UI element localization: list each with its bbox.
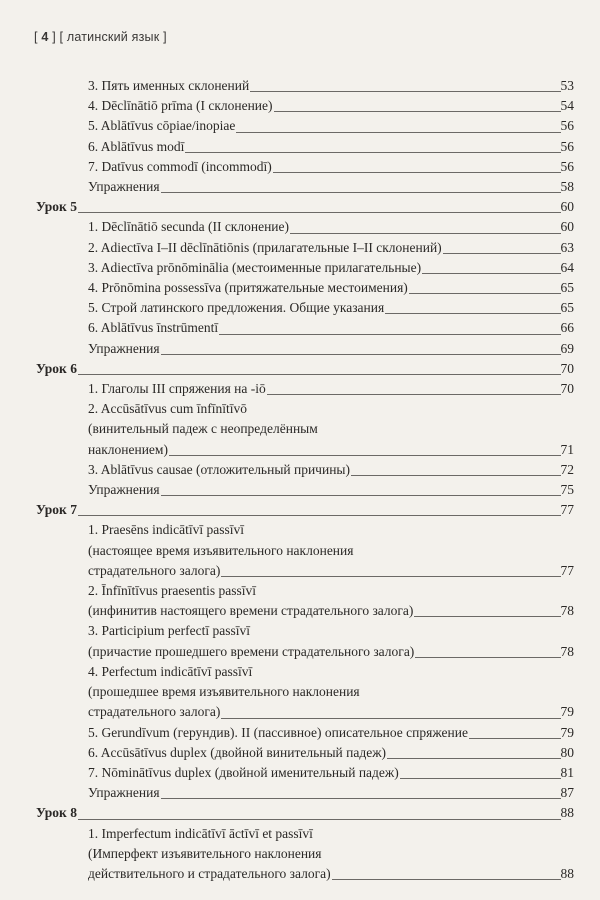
toc-entry	[36, 379, 574, 399]
dot-leader	[387, 758, 560, 759]
toc-page-number: 87	[560, 785, 574, 801]
toc-entry	[36, 96, 574, 116]
dot-leader	[78, 819, 561, 820]
toc-entry-multiline	[36, 399, 574, 460]
toc-page-number: 77	[560, 502, 574, 518]
toc-page-number: 65	[560, 280, 574, 296]
toc-entry	[36, 217, 574, 237]
toc-entry-final-line	[36, 864, 574, 884]
toc-entry-label: 6. Ablātīvus īnstrūmentī	[88, 320, 219, 336]
toc-entry-line: 3. Participium perfectī passīvī	[88, 623, 250, 639]
toc-page-number: 70	[560, 381, 574, 397]
toc-entry-label: Урок 8	[36, 805, 77, 821]
toc-entry-label: Урок 7	[36, 502, 77, 518]
toc-entry-multiline	[36, 621, 574, 661]
toc-entry-label: Урок 5	[36, 199, 77, 215]
dot-leader	[221, 576, 560, 577]
toc-entry	[36, 723, 574, 743]
toc-entry-label: Упражнения	[88, 340, 160, 356]
toc-entry	[36, 339, 574, 359]
toc-entry-line: 1. Imperfectum indicātīvī āctīvī et passīvī	[88, 825, 313, 841]
toc-entry-label: (инфинитив настоящего времени страдательного залога)	[88, 603, 414, 619]
toc-entry-line: (прошедшее время изъявительного наклонения	[88, 684, 360, 700]
dot-leader	[385, 313, 560, 314]
page-number: 4	[41, 30, 49, 44]
toc-entry-line: 2. Accūsātīvus cum īnfīnītīvō	[88, 401, 247, 417]
toc-entry-label: Упражнения	[88, 785, 160, 801]
dot-leader	[161, 192, 561, 193]
dot-leader	[161, 495, 561, 496]
toc-page-number: 81	[560, 764, 574, 780]
toc-entry-label: 1. Dēclīnātiō secunda (II склонение)	[88, 219, 290, 235]
toc-entry-label: страдательного залога)	[88, 562, 221, 578]
toc-page-number: 56	[560, 158, 574, 174]
running-header: [ 4 ] [ латинский язык ]	[34, 30, 167, 44]
toc-page-number: 56	[560, 118, 574, 134]
toc-entry-final-line	[36, 601, 574, 621]
toc-entry	[36, 460, 574, 480]
toc-page-number: 78	[560, 603, 574, 619]
dot-leader	[161, 798, 561, 799]
toc-entry	[36, 76, 574, 96]
toc-entry	[36, 116, 574, 136]
dot-leader	[415, 657, 560, 658]
toc-page-number: 69	[560, 340, 574, 356]
toc-entry-line: 1. Praesēns indicātīvī passīvī	[88, 522, 244, 538]
toc-page-number: 60	[560, 199, 574, 215]
toc-page-number: 88	[560, 805, 574, 821]
toc-entry-multiline	[36, 581, 574, 621]
toc-entry-label: действительного и страдательного залога)	[88, 865, 331, 881]
toc-entry-final-line	[36, 642, 574, 662]
toc-page-number: 64	[560, 259, 574, 275]
toc-entry	[36, 157, 574, 177]
dot-leader	[332, 879, 561, 880]
toc-entry-label: Урок 6	[36, 360, 77, 376]
toc-entry-line: (настоящее время изъявительного наклонения	[88, 542, 354, 558]
dot-leader	[469, 738, 561, 739]
toc-page-number: 58	[560, 179, 574, 195]
toc-entry-line: (винительный падеж с неопределённым	[88, 421, 318, 437]
toc-entry	[36, 238, 574, 258]
dot-leader	[250, 91, 560, 92]
toc-lesson-heading	[36, 803, 574, 823]
dot-leader	[161, 354, 561, 355]
dot-leader	[169, 455, 561, 456]
dot-leader	[422, 273, 560, 274]
toc-page-number: 54	[560, 98, 574, 114]
toc-entry-multiline	[36, 824, 574, 885]
toc-entry-label: 5. Строй латинского предложения. Общие указания	[88, 300, 385, 316]
toc-entry-label: 7. Datīvus commodī (incommodī)	[88, 158, 272, 174]
toc-entry-label: 5. Ablātīvus cōpiae/inopiae	[88, 118, 236, 134]
toc-entry-label: Упражнения	[88, 179, 160, 195]
dot-leader	[219, 334, 560, 335]
toc-entry-line: (Имперфект изъявительного наклонения	[88, 845, 322, 861]
toc-entry	[36, 137, 574, 157]
dot-leader	[443, 253, 561, 254]
dot-leader	[414, 616, 560, 617]
toc-entry-final-line	[36, 440, 574, 460]
dot-leader	[236, 132, 560, 133]
toc-entry-label: 3. Пять именных склонений	[88, 78, 250, 93]
toc-entry-final-line	[36, 702, 574, 722]
toc-lesson-heading	[36, 197, 574, 217]
dot-leader	[273, 172, 561, 173]
toc-entry	[36, 177, 574, 197]
toc-page-number: 60	[560, 219, 574, 235]
toc-page-number: 71	[560, 441, 574, 457]
toc-page-number: 80	[560, 744, 574, 760]
toc-entry-label: 4. Dēclīnātiō prīma (I склонение)	[88, 98, 273, 114]
section-title: латинский язык	[66, 30, 160, 44]
toc-page-number: 78	[560, 643, 574, 659]
dot-leader	[351, 475, 561, 476]
dot-leader	[290, 233, 560, 234]
dot-leader	[267, 394, 561, 395]
dot-leader	[78, 212, 561, 213]
toc-entry	[36, 298, 574, 318]
toc-page-number: 63	[560, 239, 574, 255]
toc-page-number: 79	[560, 724, 574, 740]
toc-entry	[36, 480, 574, 500]
toc-page-number: 56	[560, 138, 574, 154]
toc-entry	[36, 318, 574, 338]
toc-page-number: 79	[560, 704, 574, 720]
toc-entry-label: 3. Ablātīvus causae (отложительный причины)	[88, 461, 350, 477]
toc-page-number: 53	[560, 78, 574, 93]
toc-entry-label: страдательного залога)	[88, 704, 221, 720]
toc-page-number: 77	[560, 562, 574, 578]
toc-entry-label: 3. Adiectīva prōnōminālia (местоименные прилагательные)	[88, 259, 422, 275]
toc-entry-label: (причастие прошедшего времени страдательного залога)	[88, 643, 415, 659]
dot-leader	[221, 718, 560, 719]
toc-entry-label: 2. Adiectīva I–II dēclīnātiōnis (прилагательные I–II склонений)	[88, 239, 442, 255]
dot-leader	[274, 111, 561, 112]
toc-entry-multiline	[36, 520, 574, 581]
table-of-contents	[36, 76, 574, 884]
toc-entry-final-line	[36, 561, 574, 581]
toc-entry	[36, 783, 574, 803]
dot-leader	[78, 374, 561, 375]
toc-entry-label: 5. Gerundīvum (герундив). II (пассивное) описательное спряжение	[88, 724, 468, 740]
toc-entry	[36, 258, 574, 278]
toc-page-number: 72	[560, 461, 574, 477]
dot-leader	[400, 778, 561, 779]
toc-page-number: 88	[560, 865, 574, 881]
toc-entry-label: Упражнения	[88, 482, 160, 498]
toc-entry-label: наклонением)	[88, 441, 168, 457]
toc-entry-label: 4. Prōnōmina possessīva (притяжательные местоимения)	[88, 280, 408, 296]
toc-entry-line: 2. Īnfīnītīvus praesentis passīvī	[88, 583, 256, 599]
toc-entry-multiline	[36, 662, 574, 723]
dot-leader	[409, 293, 561, 294]
toc-lesson-heading	[36, 500, 574, 520]
toc-entry-label: 1. Глаголы III спряжения на -iō	[88, 381, 266, 397]
toc-entry-label: 6. Accūsātīvus duplex (двойной винительный падеж)	[88, 744, 387, 760]
toc-page-number: 65	[560, 300, 574, 316]
toc-page-number: 75	[560, 482, 574, 498]
toc-entry-line: 4. Perfectum indicātīvī passīvī	[88, 663, 253, 679]
toc-page-number: 70	[560, 360, 574, 376]
toc-entry	[36, 763, 574, 783]
toc-page-number: 66	[560, 320, 574, 336]
toc-entry	[36, 743, 574, 763]
toc-lesson-heading	[36, 359, 574, 379]
dot-leader	[78, 515, 561, 516]
toc-entry-label: 6. Ablātīvus modī	[88, 138, 185, 154]
toc-entry	[36, 278, 574, 298]
toc-entry-label: 7. Nōminātīvus duplex (двойной именительный падеж)	[88, 764, 399, 780]
dot-leader	[185, 152, 560, 153]
